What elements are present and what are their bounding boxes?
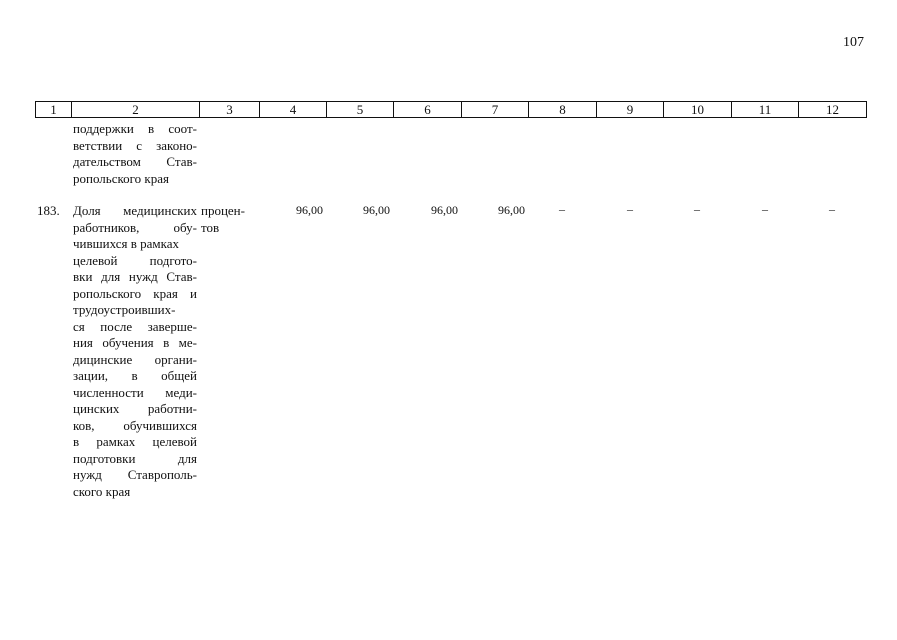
text-line: численности меди- bbox=[73, 384, 197, 400]
header-col-4: 4 bbox=[260, 102, 327, 118]
page-number: 107 bbox=[843, 35, 864, 50]
column-numbers-header bbox=[35, 101, 867, 118]
indicator-name bbox=[73, 203, 197, 500]
text-line: нужд Ставрополь- bbox=[73, 467, 197, 482]
text-line: тов bbox=[201, 219, 220, 235]
text-line: ся после заверше- bbox=[73, 318, 197, 334]
text-line: ропольского края и bbox=[73, 285, 197, 301]
header-col-11: 11 bbox=[732, 102, 799, 118]
text-line: дицинские органи- bbox=[73, 351, 197, 367]
header-col-1: 1 bbox=[36, 102, 72, 118]
header-col-8: 8 bbox=[529, 102, 597, 118]
text-line: трудоустроивших- bbox=[73, 302, 176, 317]
text-line: работников, обу- bbox=[73, 219, 197, 235]
header-col-2: 2 bbox=[72, 102, 200, 118]
header-col-10: 10 bbox=[664, 102, 732, 118]
header-col-5: 5 bbox=[327, 102, 394, 118]
text-line: чившихся в рамках bbox=[73, 236, 179, 251]
text-line: процен- bbox=[201, 203, 245, 218]
value-col-6: 96,00 bbox=[431, 203, 458, 217]
text-line: целевой подгото- bbox=[73, 252, 197, 268]
header-col-7: 7 bbox=[462, 102, 529, 118]
previous-row-tail bbox=[73, 121, 197, 187]
text-line: поддержки в соот- bbox=[73, 121, 197, 136]
text-line: ния обучения в ме- bbox=[73, 335, 197, 350]
text-line: ропольского края bbox=[73, 170, 169, 186]
value-col-9: – bbox=[627, 202, 633, 216]
row-number: 183. bbox=[37, 203, 60, 218]
value-col-10: – bbox=[694, 202, 700, 216]
text-line: цинских работни- bbox=[73, 401, 197, 416]
text-line: подготовки для bbox=[73, 450, 197, 466]
header-col-12: 12 bbox=[799, 102, 867, 118]
header-col-6: 6 bbox=[394, 102, 462, 118]
text-line: ского края bbox=[73, 483, 131, 499]
value-col-12: – bbox=[829, 202, 835, 216]
text-line: ветствии с законо- bbox=[73, 137, 197, 153]
value-col-7: 96,00 bbox=[498, 203, 525, 217]
text-line: дательством Став- bbox=[73, 154, 197, 169]
value-col-4: 96,00 bbox=[296, 203, 323, 217]
value-col-11: – bbox=[762, 202, 768, 216]
text-line: вки для нужд Став- bbox=[73, 269, 197, 284]
value-col-8: – bbox=[559, 202, 565, 216]
header-col-9: 9 bbox=[597, 102, 664, 118]
text-line: ков, обучившихся bbox=[73, 417, 197, 433]
text-line: Доля медицинских bbox=[73, 203, 197, 218]
text-line: зации, в общей bbox=[73, 368, 197, 383]
value-col-5: 96,00 bbox=[363, 203, 390, 217]
text-line: в рамках целевой bbox=[73, 434, 197, 449]
header-col-3: 3 bbox=[200, 102, 260, 118]
unit-of-measure bbox=[201, 203, 259, 236]
